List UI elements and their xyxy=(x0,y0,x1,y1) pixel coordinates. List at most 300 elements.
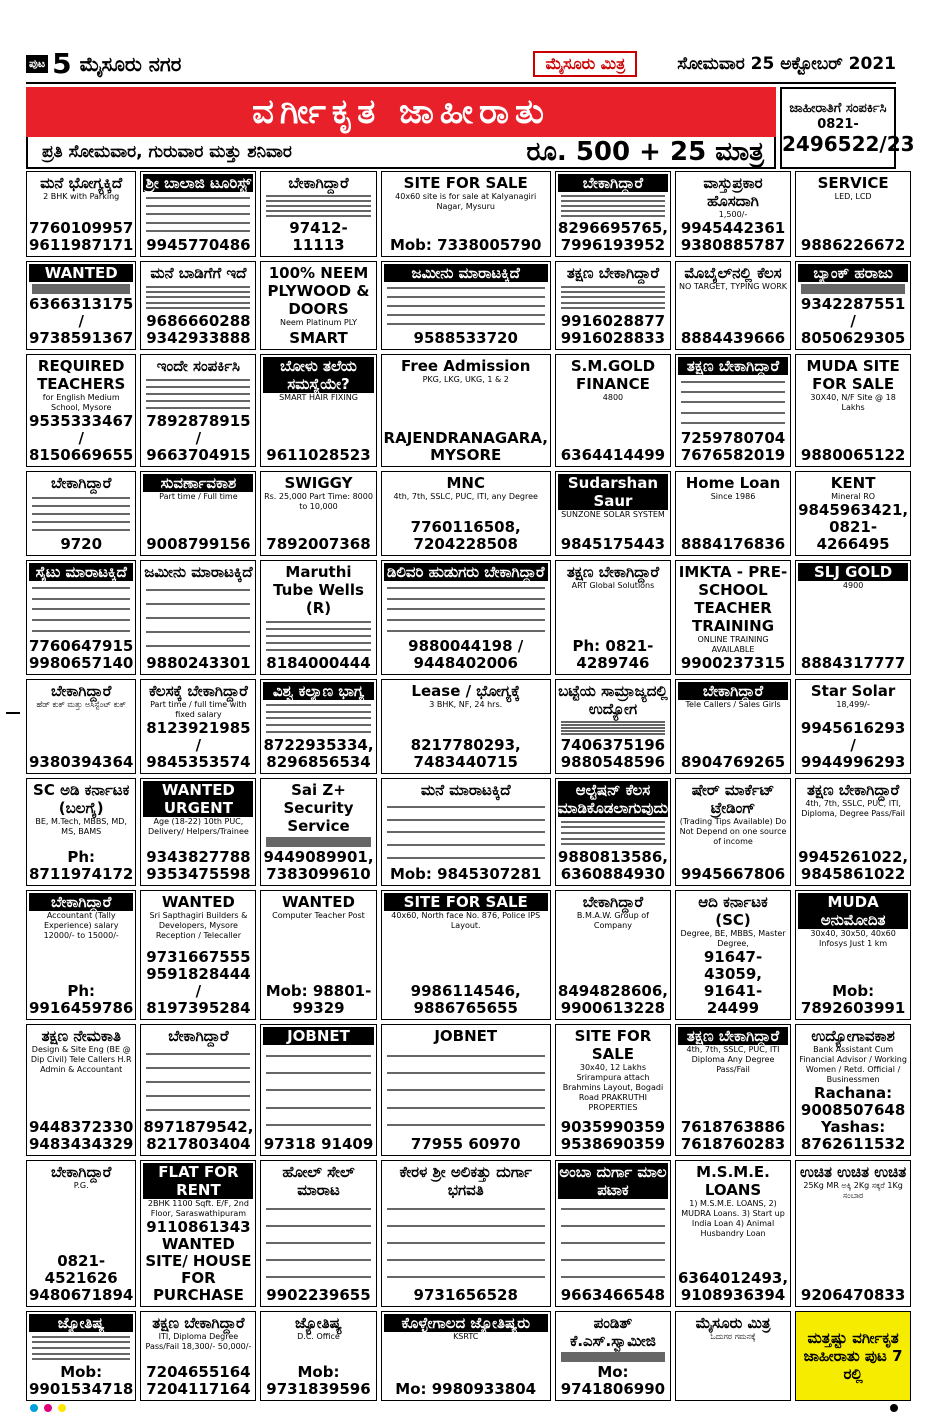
ad-heading: ಬೇಕಾಗಿದ್ದಾರೆ xyxy=(288,174,349,192)
ad-heading: 100% NEEM PLYWOOD & DOORS xyxy=(267,264,370,318)
ad-phone: 9611028523 xyxy=(266,446,371,464)
ad-body: PKG, LKG, UKG, 1 & 2 xyxy=(422,375,509,384)
ad-heading: Star Solar xyxy=(810,682,896,700)
ad-phone: Mob: 7338005790 xyxy=(389,236,542,254)
ad-heading: MNC xyxy=(446,474,485,492)
classified-ad xyxy=(260,261,376,350)
ad-body: 18,499/- xyxy=(836,700,870,709)
ad-phone: Mob: 7892603991 xyxy=(800,982,906,1017)
ad-phone: 9880065122 xyxy=(800,446,906,464)
ad-phone: 8494828606, 9900613228 xyxy=(557,982,668,1017)
classified-ad xyxy=(140,354,256,467)
classified-ad xyxy=(795,679,911,774)
classified-ad xyxy=(26,1024,136,1156)
classified-ad xyxy=(381,261,551,350)
classified-ad xyxy=(381,471,551,556)
classified-ad xyxy=(26,1311,136,1401)
ad-heading: SC ಅಡಿ ಕರ್ನಾಟಕ (ಬಲಗೈ) xyxy=(33,781,130,817)
ad-heading: ಹೋಲ್ ಸೇಲ್ ಮಾರಾಟ xyxy=(282,1163,355,1199)
ad-phone: 9880044198 / 9448402006 xyxy=(408,637,524,672)
classified-ad xyxy=(260,171,376,257)
ad-heading: ಮನೆ ಬಾಡಿಗೆಗೆ ಇದೆ xyxy=(150,264,247,282)
ad-body: 2BHK 1100 Sqft. E/F, 2nd Floor, Saraswathipuram xyxy=(147,1199,249,1218)
ad-phone: 9535333467 / 8150669655 xyxy=(29,412,134,464)
ad-text-block xyxy=(263,617,373,655)
ad-body: 4900 xyxy=(842,581,864,590)
ad-heading: ಸೈಟು ಮಾರಾಟಕ್ಕಿದೆ xyxy=(29,563,133,581)
ad-text-block xyxy=(384,581,548,638)
ad-heading: SWIGGY xyxy=(284,474,353,492)
ad-phone: 9343827788 9353475598 xyxy=(146,848,251,883)
ad-text-block xyxy=(384,282,548,330)
classified-ad xyxy=(555,890,671,1020)
ad-phone: 9206470833 xyxy=(800,1286,906,1304)
ad-phone: 9945261022, 9845861022 xyxy=(798,848,909,883)
ad-body: BE, M.Tech, MBBS, MD, MS, BAMS xyxy=(35,817,127,836)
classified-ad xyxy=(795,354,911,467)
ad-text-block xyxy=(558,1350,668,1364)
ad-body: 4th, 7th, SSLC, PUC, ITI, Diploma, Degree Pass/Fail xyxy=(801,799,905,818)
ad-price: ರೂ. 500 + 25 ಮಾತ್ರ xyxy=(526,136,764,167)
ad-phone: 9986114546, 9886765655 xyxy=(410,982,521,1017)
classified-ad xyxy=(260,679,376,774)
classified-ad xyxy=(555,1160,671,1307)
classified-ad xyxy=(260,890,376,1020)
ad-phone: 9720 xyxy=(60,535,103,553)
ad-text-block xyxy=(143,192,253,237)
classified-ad xyxy=(795,890,911,1020)
publication-days: ಪ್ರತಿ ಸೋಮವಾರ, ಗುರುವಾರ ಮತ್ತು ಶನಿವಾರ xyxy=(42,142,292,162)
ad-heading: ಜ್ಯೋತಿಷ್ಯ xyxy=(29,1314,133,1332)
ad-text-block xyxy=(143,1045,253,1119)
ad-heading: ಕೆಲಸಕ್ಕೆ ಬೇಕಾಗಿದ್ದಾರೆ xyxy=(148,682,248,700)
ad-body: ONLINE TRAINING AVAILABLE xyxy=(697,635,769,654)
ad-text-block xyxy=(29,1332,133,1364)
classified-ad xyxy=(555,1024,671,1156)
ad-phone: 8904769265 xyxy=(680,753,786,771)
classified-ad xyxy=(26,778,136,886)
ad-phone: 8971879542, 8217803404 xyxy=(143,1118,254,1153)
ad-text-block xyxy=(678,375,788,430)
ad-heading: Sudarshan Saur xyxy=(558,474,668,510)
ad-phone: 7618763886 7618760283 xyxy=(680,1118,786,1153)
ad-body: 4th, 7th, SSLC, PUC, ITI Diploma Any Degree Pass/Fail xyxy=(686,1045,780,1074)
ad-phone: 9008799156 xyxy=(146,535,251,553)
masthead xyxy=(26,46,896,84)
ad-heading: Home Loan xyxy=(685,474,781,492)
ad-heading: ಕೊಳ್ಳೇಗಾಲದ ಜ್ಯೋತಿಷ್ಯರು xyxy=(384,1314,548,1332)
ad-heading: ಮನೆ ಮಾರಾಟಕ್ಕಿದೆ xyxy=(420,781,511,799)
classified-ad xyxy=(26,679,136,774)
classified-ad xyxy=(260,471,376,556)
ad-body: Sri Sapthagiri Builders & Developers, Mysore Reception / Telecaller xyxy=(149,911,248,940)
ad-body: Part time / full time with fixed salary xyxy=(150,700,247,719)
ad-body: ಓದುಗರ ಗಮನಕ್ಕೆ xyxy=(710,1332,756,1341)
registration-mark xyxy=(890,1404,898,1412)
ad-body: Rs. 25,000 Part Time: 8000 to 10,000 xyxy=(264,492,373,511)
classified-ad xyxy=(260,560,376,675)
ad-phone: 9902239655 xyxy=(266,1286,371,1304)
classified-ad xyxy=(555,778,671,886)
classified-ad xyxy=(381,778,551,886)
ad-heading: ಡಿಲಿವರಿ ಹುಡುಗರು ಬೇಕಾಗಿದ್ದಾರೆ xyxy=(384,563,548,581)
ad-phone: 7204655164 7204117164 xyxy=(146,1363,251,1398)
page-number-value: 5 xyxy=(52,47,72,80)
classified-ad xyxy=(381,1024,551,1156)
ad-heading: SITE FOR SALE xyxy=(384,893,548,911)
ad-phone: Mo: 9980933804 xyxy=(395,1380,537,1398)
ad-heading: ವಿಶ್ವ ಕಲ್ಯಾಣ ಭಾಗ್ಯ xyxy=(263,682,373,700)
ad-text-block xyxy=(143,375,253,413)
section-name: ಮೈಸೂರು ನಗರ xyxy=(79,52,182,76)
ad-text-block xyxy=(558,718,668,737)
ad-heading: ಜಮೀನು ಮಾರಾಟಕ್ಕಿದೆ xyxy=(144,563,253,581)
ad-phone: 9900237315 xyxy=(680,654,786,672)
ad-heading: ಬೋಳು ತಲೆಯ ಸಮಸ್ಯೆಯೇ? xyxy=(263,357,373,393)
ad-text-block xyxy=(263,835,373,849)
ad-body: 25Kg MR ಅಕ್ಕಿ 2Kg ಸಕ್ಕರೆ 1Kg ಸಂಬಾರ xyxy=(803,1181,903,1200)
classified-ad xyxy=(675,171,791,257)
ad-phone: 97412-11113 xyxy=(289,219,348,254)
ad-phone: 6364012493, 9108936394 xyxy=(677,1269,789,1304)
ad-heading: ಬೇಕಾಗಿದ್ದಾರೆ xyxy=(51,1163,112,1181)
ad-phone: 91647-43059, 91641-24499 xyxy=(703,948,763,1017)
classified-ad xyxy=(381,171,551,257)
ad-phone: Ph: 9916459786 xyxy=(29,982,134,1017)
classified-ad xyxy=(675,354,791,467)
ad-phone: 9945770486 xyxy=(146,236,251,254)
ad-phone: 9035990359 9538690359 xyxy=(560,1118,666,1153)
ad-phone: 7760109957 9611987171 xyxy=(29,219,134,254)
classified-ad xyxy=(555,560,671,675)
ad-body: Tele Callers / Sales Girls xyxy=(685,700,781,709)
ad-heading: KENT xyxy=(830,474,876,492)
ad-heading: ತಕ್ಷಣ ನೇಮಕಾತಿ xyxy=(41,1027,121,1045)
ad-body: NO TARGET, TYPING WORK xyxy=(679,282,788,291)
ad-body: Mineral RO xyxy=(831,492,876,501)
ad-phone: 9845175443 xyxy=(560,535,666,553)
ad-phone: 9448372330 9483434329 xyxy=(29,1118,134,1153)
classified-ad xyxy=(26,890,136,1020)
ad-phone: 97318 91409 xyxy=(263,1135,374,1153)
ad-phone: 9731667555 9591828444 / 8197395284 xyxy=(146,948,251,1017)
registration-mark xyxy=(58,1404,66,1412)
ad-phone: 7259780704 7676582019 xyxy=(680,429,786,464)
ad-heading: ಉಚಿತ ಉಚಿತ ಉಚಿತ xyxy=(799,1163,907,1181)
ad-heading: ಬೇಕಾಗಿದ್ದಾರೆ xyxy=(558,174,668,192)
issue-date: ಸೋಮವಾರ 25 ಅಕ್ಟೋಬರ್ 2021 xyxy=(677,54,896,74)
ad-heading: ಇಂದೇ ಸಂಪರ್ಕಿಸಿ xyxy=(156,357,241,375)
classified-ad xyxy=(795,560,911,675)
ad-phone: Mob: 9731839596 xyxy=(266,1363,371,1398)
ad-heading: ಮೈಸೂರು ಮಿತ್ರ xyxy=(695,1314,771,1332)
ad-body: 4th, 7th, SSLC, PUC, ITI, any Degree xyxy=(393,492,538,501)
ad-phone: 9380394364 xyxy=(29,753,134,771)
ad-heading: ಬೇಕಾಗಿದ್ದಾರೆ xyxy=(582,893,644,911)
ad-phone: 6364414499 xyxy=(560,446,666,464)
classified-ad xyxy=(140,1160,256,1307)
classified-ad xyxy=(555,261,671,350)
ad-heading: ತಕ್ಷಣ ಬೇಕಾಗಿದ್ದಾರೆ xyxy=(566,264,660,282)
ad-text-block xyxy=(384,1199,548,1287)
ad-phone: 6366313175 / 9738591367 xyxy=(29,295,134,347)
ad-body: P.G. xyxy=(73,1181,89,1190)
ad-phone: Mo: 9741806990 xyxy=(560,1363,666,1398)
ad-phone: 9663466548 xyxy=(560,1286,666,1304)
ad-heading: SITE FOR SALE xyxy=(574,1027,652,1063)
ad-heading: ವಾಸ್ತುಪ್ರಕಾರ ಹೊಸದಾಗಿ xyxy=(703,174,763,210)
ad-body: D.C. Office xyxy=(297,1332,340,1341)
ad-phone: 9880243301 xyxy=(146,654,251,672)
ad-body: Design & Site Eng (BE @ Dip Civil) Tele Callers H.R Admin & Accountant xyxy=(30,1045,132,1074)
ad-heading: JOBNET xyxy=(434,1027,498,1045)
ad-body: ಹೆಡ್ ಕುಕ್ ಮತ್ತು ಅಸಿಸ್ಟೆಂಟ್ ಕುಕ್ xyxy=(36,700,126,709)
classified-ad xyxy=(555,171,671,257)
ad-heading: S.M.GOLD FINANCE xyxy=(570,357,656,393)
ad-phone: 8722935334, 8296856534 xyxy=(263,736,374,771)
ad-text-block xyxy=(29,581,133,638)
ad-heading: ಬೇಕಾಗಿದ್ದಾರೆ xyxy=(29,893,133,911)
ad-body: SUNZONE SOLAR SYSTEM xyxy=(561,510,665,519)
ad-phone: Ph: 0821-4289746 xyxy=(572,637,654,672)
ad-heading: ಆದಿ ಕರ್ನಾಟಕ (SC) xyxy=(698,893,768,929)
ad-heading: SLJ GOLD xyxy=(798,563,908,581)
registration-mark xyxy=(30,1404,38,1412)
classified-ad xyxy=(555,679,671,774)
ad-phone: Mob: 9901534718 xyxy=(29,1363,134,1398)
ad-heading: ಬೇಕಾಗಿದ್ದಾರೆ xyxy=(678,682,788,700)
ad-heading: ಉದ್ಯೋಗಾವಕಾಶ xyxy=(811,1027,895,1045)
ad-heading: WANTED xyxy=(29,264,133,282)
contact-box xyxy=(780,87,915,169)
classified-ad xyxy=(260,1024,376,1156)
ad-phone: 8884439666 xyxy=(680,329,786,347)
ad-phone: Ph: 8711974172 xyxy=(29,848,134,883)
classified-ad xyxy=(140,778,256,886)
contact-prefix: 0821- xyxy=(817,116,859,132)
ad-body: 30x40, 12 Lakhs Srirampura attach Brahmins Layout, Bogadi Road PRAKRUTHI PROPERTIES xyxy=(562,1063,664,1112)
ad-text-block xyxy=(558,282,668,313)
ad-phone: 9886226672 xyxy=(800,236,906,254)
ad-body: 40x60, North face No. 876, Police IPS Layout. xyxy=(391,911,541,930)
banner-title: ವರ್ಗೀಕೃತ ಜಾಹೀರಾತು xyxy=(26,87,776,137)
ad-heading: ಅಂಬಾ ದುರ್ಗಾ ಮಾಲ ಪಟಾಕ xyxy=(559,1163,667,1199)
ad-heading: ಕೇರಳ ಶ್ರೀ ಅಲಿಕತ್ತು ದುರ್ಗಾ ಭಗವತಿ xyxy=(399,1163,532,1199)
ad-body: 4800 xyxy=(602,393,624,402)
ad-phone: 8884317777 xyxy=(800,654,906,672)
ad-heading: ಮತ್ತಷ್ಟು ವರ್ಗೀಕೃತ ಜಾಹೀರಾತು ಪುಟ 7 ರಲ್ಲಿ xyxy=(803,1329,903,1383)
ad-heading: MUDA SITE FOR SALE xyxy=(806,357,900,393)
page-word: ಪುಟ xyxy=(26,55,48,73)
ad-text-block xyxy=(384,799,548,866)
ad-phone: 7892878915 / 9663704915 xyxy=(146,412,251,464)
ad-heading: ಮೊಬೈಲ್‌ನಲ್ಲಿ ಕೆಲಸ xyxy=(684,264,782,282)
classified-ad xyxy=(26,560,136,675)
classified-ad xyxy=(675,471,791,556)
ad-body: Since 1986 xyxy=(710,492,756,501)
ad-phone: 8296695765, 7996193952 xyxy=(557,219,668,254)
ad-body: 2 BHK with Parking xyxy=(43,192,120,201)
ad-text-block xyxy=(263,1045,373,1136)
ad-body: Degree, BE, MBBS, Master Degree, xyxy=(680,929,786,948)
newspaper-page xyxy=(26,46,915,1398)
classified-ad xyxy=(140,679,256,774)
ad-phone: 9916028877 9916028833 xyxy=(560,312,666,347)
classified-ad xyxy=(555,354,671,467)
ad-phone: 8123921985 / 9845353574 xyxy=(146,719,251,771)
ad-heading: REQUIRED TEACHERS xyxy=(37,357,126,393)
ad-phone: 7892007368 xyxy=(266,535,371,553)
classified-ad xyxy=(381,1311,551,1401)
classified-ad xyxy=(795,261,911,350)
ad-phone: 7760116508, 7204228508 xyxy=(410,518,521,553)
ad-text-block xyxy=(263,192,373,220)
ad-heading: Free Admission xyxy=(401,357,531,375)
ad-heading: ತಕ್ಷಣ ಬೇಕಾಗಿದ್ದಾರೆ xyxy=(678,1027,788,1045)
ad-heading: M.S.M.E. LOANS xyxy=(696,1163,770,1199)
classifieds-banner xyxy=(26,87,915,169)
ad-heading: ಬೇಕಾಗಿದ್ದಾರೆ xyxy=(51,682,112,700)
ad-body: Age (18-22) 10th PUC, Delivery/ Helpers/Trainee xyxy=(148,817,249,836)
ad-phone: 8184000444 xyxy=(266,654,371,672)
classified-ad xyxy=(381,890,551,1020)
ad-heading: ಬೇಕಾಗಿದ್ದಾರೆ xyxy=(51,474,112,492)
classified-ad xyxy=(381,1160,551,1307)
classified-ad xyxy=(140,171,256,257)
classified-ad xyxy=(795,1160,911,1307)
ad-phone: 9731656528 xyxy=(413,1286,518,1304)
ad-text-block xyxy=(384,1045,548,1136)
classified-ad xyxy=(140,560,256,675)
classified-ad xyxy=(26,471,136,556)
ad-phone: 9945442361 9380885787 xyxy=(680,219,786,254)
ad-phone: 9945667806 xyxy=(680,865,786,883)
ad-heading: SITE FOR SALE xyxy=(403,174,528,192)
ad-body: KSRTC xyxy=(453,1332,479,1341)
ad-phone: 0821-4521626 9480671894 xyxy=(29,1252,134,1304)
classified-ad xyxy=(260,354,376,467)
ad-heading: Maruthi Tube Wells (R) xyxy=(273,563,364,617)
ad-body: (Trading Tips Available) Do Not Depend on one source of income xyxy=(679,817,787,846)
classified-ad xyxy=(26,354,136,467)
ad-text-block xyxy=(558,817,668,849)
classified-ad xyxy=(140,1311,256,1401)
ad-heading: ಶ್ರೀ ಬಾಲಾಜಿ ಟೂರಿಸ್ಟ್ xyxy=(143,174,253,192)
ad-body: Bank Assistant Cum Financial Advisor / Working Women / Retd. Official / Businessmen xyxy=(799,1045,907,1084)
ad-heading: ತಕ್ಷಣ ಬೇಕಾಗಿದ್ದಾರೆ xyxy=(152,1314,245,1332)
ad-phone: SMART xyxy=(289,329,348,347)
ad-phone: 8884176836 xyxy=(680,535,786,553)
classified-ad xyxy=(555,471,671,556)
page-number xyxy=(26,47,72,80)
ad-text-block xyxy=(263,700,373,737)
ad-phone: 7406375196 9880548596 xyxy=(560,736,666,771)
classified-ad xyxy=(260,1160,376,1307)
ad-heading: ಆಲ್ಟೆಷನ್ ಕೆಲಸ ಮಾಡಿಕೊಡಲಾಗುವುದು xyxy=(557,781,668,817)
classified-ad xyxy=(675,560,791,675)
ad-text-block xyxy=(29,282,133,296)
classified-ad xyxy=(675,679,791,774)
ad-phone: 9945616293 / 9944996293 xyxy=(800,719,906,771)
ad-phone: Rachana: 9008507648 Yashas: 8762611532 xyxy=(800,1084,906,1153)
ad-text-block xyxy=(558,192,668,220)
classified-ad xyxy=(140,261,256,350)
ad-heading: ತಕ್ಷಣ ಬೇಕಾಗಿದ್ದಾರೆ xyxy=(566,563,660,581)
classified-ad xyxy=(381,354,551,467)
classified-ad xyxy=(795,1311,911,1401)
ad-heading: WANTED URGENT xyxy=(143,781,253,817)
ad-heading: ತಕ್ಷಣ ಬೇಕಾಗಿದ್ದಾರೆ xyxy=(806,781,900,799)
classified-ad xyxy=(675,1160,791,1307)
ad-heading: ಸುವರ್ಣಾವಕಾಶ xyxy=(143,474,253,492)
ad-heading: WANTED xyxy=(161,893,235,911)
classified-ad xyxy=(675,1024,791,1156)
ad-text-block xyxy=(798,282,908,296)
ad-body: LED, LCD xyxy=(834,192,872,201)
ad-heading: FLAT FOR RENT xyxy=(143,1163,253,1199)
classified-ad xyxy=(381,560,551,675)
ad-body: 40x60 site is for sale at Kalyanagiri Nagar, Mysuru xyxy=(395,192,537,211)
ad-body: for English Medium School, Mysore xyxy=(42,393,120,412)
classified-ad xyxy=(140,890,256,1020)
ad-phone: 9880813586, 6360884930 xyxy=(557,848,668,883)
ad-body: 1,500/- xyxy=(718,210,748,219)
ad-heading: ಮನೆ ಭೋಗ್ಯಕ್ಕಿದೆ xyxy=(40,174,123,192)
ad-heading: JOBNET xyxy=(263,1027,373,1045)
ad-body: 1) M.S.M.E. LOANS, 2) MUDRA Loans. 3) Start up India Loan 4) Animal Husbandry Loan xyxy=(681,1199,785,1238)
paper-logo: ಮೈಸೂರು ಮಿತ್ರ xyxy=(533,51,637,77)
ad-phone: 9342287551 / 8050629305 xyxy=(800,295,906,347)
ad-phone: 9845963421, 0821-4266495 xyxy=(798,501,909,553)
ad-heading: SERVICE xyxy=(817,174,889,192)
ad-text-block xyxy=(143,581,253,655)
ad-text-block xyxy=(558,1199,668,1287)
ads-grid xyxy=(26,171,909,1398)
ad-body: Computer Teacher Post xyxy=(272,911,365,920)
ad-heading: Lease / ಭೋಗ್ಯಕ್ಕೆ xyxy=(411,682,520,700)
ad-body: 3 BHK, NF, 24 hrs. xyxy=(429,700,503,709)
ad-body: B.M.A.W. Group of Company xyxy=(576,911,649,930)
classified-ad xyxy=(795,171,911,257)
ad-phone: RAJENDRANAGARA, MYSORE xyxy=(383,429,548,464)
classified-ad xyxy=(140,1024,256,1156)
classified-ad xyxy=(140,471,256,556)
ad-phone: 77955 60970 xyxy=(410,1135,521,1153)
crop-mark xyxy=(6,712,20,714)
ad-heading: ಬ್ಯಾಂಕ್ ಹರಾಜು xyxy=(798,264,908,282)
classified-ad xyxy=(26,1160,136,1307)
classified-ad xyxy=(795,1024,911,1156)
ad-text-block xyxy=(143,282,253,313)
ad-heading: ಬಟ್ಟೆಯ ಸಾಮ್ರಾಜ್ಯದಲ್ಲಿ ಉದ್ಯೋಗ xyxy=(558,682,668,718)
classified-ad xyxy=(675,261,791,350)
ad-body: SMART HAIR FIXING xyxy=(279,393,358,402)
ad-heading: ಪಂಡಿತ್ ಕೆ.ಎಸ್.ಸ್ವಾಮೀಜಿ xyxy=(570,1314,656,1350)
classified-ad xyxy=(26,261,136,350)
ad-heading: ಷೇರ್ ಮಾರ್ಕೆಟ್ ಟ್ರೇಡಿಂಗ್ xyxy=(691,781,775,817)
ad-body: 30x40, 30x50, 40x60 Infosys Just 1 km xyxy=(810,929,896,948)
ad-body: Neem Platinum PLY xyxy=(279,318,358,327)
classified-ad xyxy=(795,778,911,886)
ad-heading: ಬೇಕಾಗಿದ್ದಾರೆ xyxy=(168,1027,229,1045)
ad-phone: 9449089901, 7383099610 xyxy=(263,848,374,883)
classified-ad xyxy=(675,890,791,1020)
ad-body: 30X40, N/F Site @ 18 Lakhs xyxy=(810,393,896,412)
ad-body: Part time / Full time xyxy=(159,492,238,501)
classified-ad xyxy=(260,1311,376,1401)
classified-ad xyxy=(381,679,551,774)
ad-text-block xyxy=(29,492,133,536)
